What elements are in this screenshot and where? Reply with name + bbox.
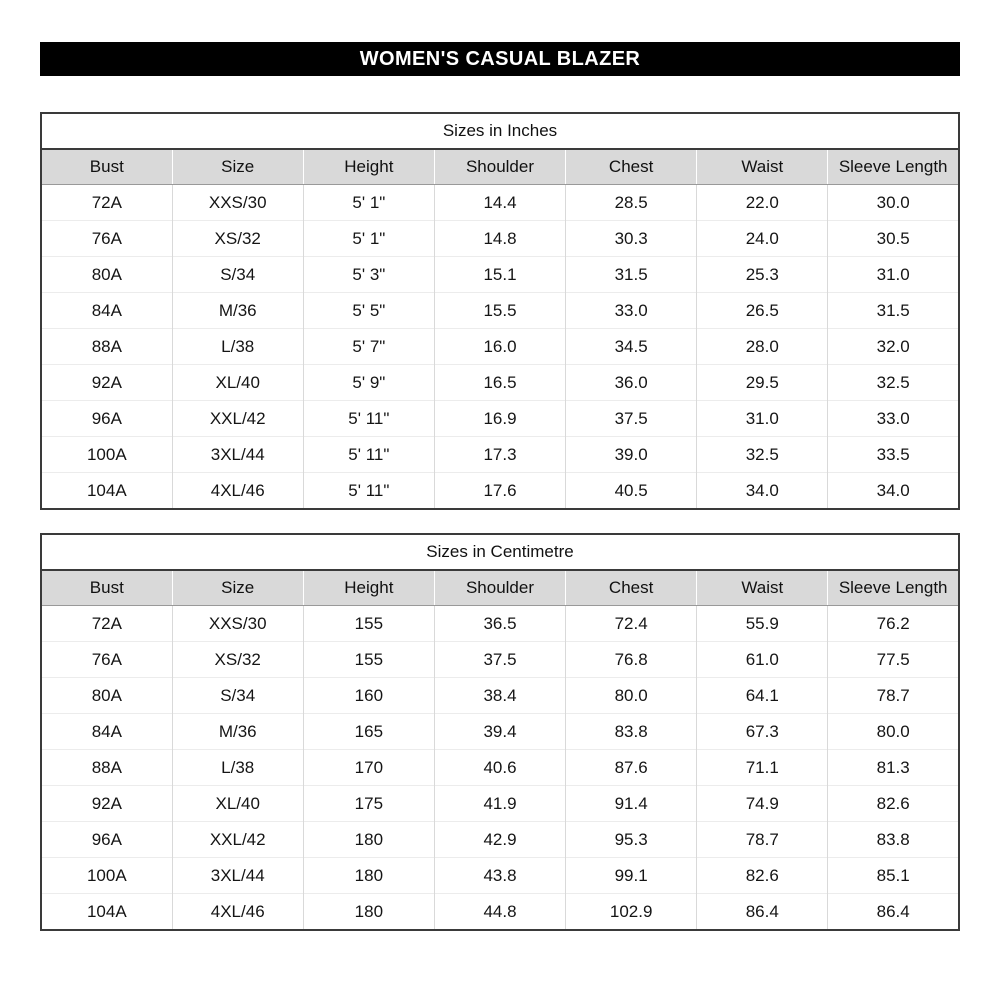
- table-cell: 39.4: [434, 714, 565, 750]
- table-row: [41, 401, 959, 437]
- table-cell: XXL/42: [172, 822, 303, 858]
- table-cell: 17.6: [434, 473, 565, 510]
- table-cell: 180: [303, 822, 434, 858]
- table-cell: 16.5: [434, 365, 565, 401]
- table-row: [41, 329, 959, 365]
- table-cell: 83.8: [566, 714, 697, 750]
- table-cell: 36.0: [566, 365, 697, 401]
- table-cell: 5' 5": [303, 293, 434, 329]
- table-cell: 5' 11": [303, 401, 434, 437]
- table-row: [41, 606, 959, 642]
- table-cell: 67.3: [697, 714, 828, 750]
- table-cell: 34.0: [697, 473, 828, 510]
- table-cell: XS/32: [172, 221, 303, 257]
- table-cell: 43.8: [434, 858, 565, 894]
- table-cell: 72.4: [566, 606, 697, 642]
- table-cell: 88A: [41, 750, 172, 786]
- column-header: Shoulder: [434, 570, 565, 606]
- table-row: [41, 473, 959, 510]
- table-cell: XS/32: [172, 642, 303, 678]
- table-cell: 5' 7": [303, 329, 434, 365]
- table-cell: 78.7: [697, 822, 828, 858]
- table-cell: 32.5: [828, 365, 959, 401]
- table-cell: 86.4: [828, 894, 959, 931]
- table-cell: 3XL/44: [172, 437, 303, 473]
- table-cell: 33.5: [828, 437, 959, 473]
- table-cell: 92A: [41, 365, 172, 401]
- table-title: Sizes in Inches: [41, 113, 959, 149]
- table-cell: 84A: [41, 714, 172, 750]
- size-table-centimetre: [40, 533, 960, 931]
- table-cell: 37.5: [434, 642, 565, 678]
- table-cell: 85.1: [828, 858, 959, 894]
- column-header: Chest: [566, 570, 697, 606]
- table-cell: 180: [303, 894, 434, 931]
- table-cell: 26.5: [697, 293, 828, 329]
- table-row: [41, 437, 959, 473]
- table-cell: 74.9: [697, 786, 828, 822]
- table-cell: S/34: [172, 257, 303, 293]
- table-cell: 55.9: [697, 606, 828, 642]
- table-cell: XXL/42: [172, 401, 303, 437]
- table-cell: 175: [303, 786, 434, 822]
- table-cell: 100A: [41, 858, 172, 894]
- column-header: Chest: [566, 149, 697, 185]
- table-cell: 102.9: [566, 894, 697, 931]
- table-cell: 22.0: [697, 185, 828, 221]
- table-cell: 76A: [41, 221, 172, 257]
- table-cell: 24.0: [697, 221, 828, 257]
- table-cell: 71.1: [697, 750, 828, 786]
- table-cell: L/38: [172, 750, 303, 786]
- table-cell: 42.9: [434, 822, 565, 858]
- column-header: Height: [303, 570, 434, 606]
- table-cell: 16.0: [434, 329, 565, 365]
- table-cell: 170: [303, 750, 434, 786]
- table-cell: 76A: [41, 642, 172, 678]
- table-cell: 32.0: [828, 329, 959, 365]
- table-cell: 80A: [41, 257, 172, 293]
- table-cell: 80.0: [828, 714, 959, 750]
- table-cell: 91.4: [566, 786, 697, 822]
- table-cell: 15.1: [434, 257, 565, 293]
- table-cell: 160: [303, 678, 434, 714]
- table-cell: 96A: [41, 401, 172, 437]
- table-row: [41, 293, 959, 329]
- table-cell: 86.4: [697, 894, 828, 931]
- table-row: [41, 365, 959, 401]
- table-cell: 72A: [91, 613, 122, 633]
- title-banner: [40, 42, 960, 76]
- table-cell: XXS/30: [172, 606, 303, 642]
- column-header: Waist: [697, 149, 828, 185]
- table-cell: 39.0: [566, 437, 697, 473]
- table-cell: S/34: [172, 678, 303, 714]
- table-cell: XL/40: [172, 365, 303, 401]
- table-cell: 34.5: [566, 329, 697, 365]
- table-cell: 92A: [41, 786, 172, 822]
- table-cell: 40.6: [434, 750, 565, 786]
- table-row: [41, 894, 959, 931]
- column-header: Sleeve Length: [828, 149, 959, 185]
- table-row: [41, 221, 959, 257]
- table-row: [41, 678, 959, 714]
- table-cell: 4XL/46: [172, 473, 303, 510]
- table-cell: 38.4: [434, 678, 565, 714]
- table-cell: 4XL/46: [172, 894, 303, 931]
- table-cell: 5' 9": [303, 365, 434, 401]
- table-cell: 30.0: [828, 185, 959, 221]
- table-cell: 5' 11": [303, 437, 434, 473]
- size-table-inches: [40, 112, 960, 510]
- table-cell: 5' 1": [303, 221, 434, 257]
- table-cell: 36.5: [434, 606, 565, 642]
- table-cell: M/36: [172, 714, 303, 750]
- table-cell: 84A: [41, 293, 172, 329]
- table-cell: 100A: [41, 437, 172, 473]
- table-cell: 99.1: [566, 858, 697, 894]
- table-cell: 34.0: [828, 473, 959, 510]
- table-cell: 155: [303, 642, 434, 678]
- table-cell: 15.5: [434, 293, 565, 329]
- table-cell: 17.3: [434, 437, 565, 473]
- table-cell: 82.6: [828, 786, 959, 822]
- table-row: [41, 750, 959, 786]
- table-cell: 5' 3": [303, 257, 434, 293]
- table-row: [41, 185, 959, 221]
- table-cell: 25.3: [697, 257, 828, 293]
- column-header: Bust: [41, 149, 172, 185]
- table-cell: 165: [303, 714, 434, 750]
- table-cell: 33.0: [566, 293, 697, 329]
- table-cell: XXS/30: [172, 185, 303, 221]
- table-cell: 31.0: [828, 257, 959, 293]
- table-cell: 37.5: [566, 401, 697, 437]
- table-cell: 61.0: [697, 642, 828, 678]
- table-cell: 95.3: [566, 822, 697, 858]
- table-cell: L/38: [172, 329, 303, 365]
- column-header: Shoulder: [434, 149, 565, 185]
- table-cell: 88A: [41, 329, 172, 365]
- table-row: [41, 858, 959, 894]
- table-cell: 32.5: [697, 437, 828, 473]
- table-cell: 80.0: [566, 678, 697, 714]
- table-cell: 96A: [41, 822, 172, 858]
- table-cell: 30.3: [566, 221, 697, 257]
- table-row: [41, 786, 959, 822]
- column-header: Size: [172, 149, 303, 185]
- table-cell: 41.9: [434, 786, 565, 822]
- table-row: [41, 822, 959, 858]
- table-cell: 78.7: [828, 678, 959, 714]
- table-cell: 33.0: [828, 401, 959, 437]
- column-header: Size: [172, 570, 303, 606]
- table-cell: 31.0: [697, 401, 828, 437]
- table-row: [41, 257, 959, 293]
- table-cell: 76.2: [828, 606, 959, 642]
- table-cell: 83.8: [828, 822, 959, 858]
- table-cell: 28.5: [566, 185, 697, 221]
- table-cell: 64.1: [697, 678, 828, 714]
- table-cell: 30.5: [828, 221, 959, 257]
- table-cell: 3XL/44: [172, 858, 303, 894]
- table-cell: XL/40: [172, 786, 303, 822]
- table-cell: 77.5: [828, 642, 959, 678]
- table-cell: 104A: [41, 894, 172, 931]
- table-cell: 87.6: [566, 750, 697, 786]
- table-cell: 14.8: [434, 221, 565, 257]
- table-cell: 29.5: [697, 365, 828, 401]
- table-cell: 82.6: [697, 858, 828, 894]
- table-title: Sizes in Centimetre: [41, 534, 959, 570]
- table-cell: 5' 1": [303, 185, 434, 221]
- table-cell: 180: [303, 858, 434, 894]
- page-title: WOMEN'S CASUAL BLAZER: [359, 47, 641, 70]
- table-cell: 80A: [41, 678, 172, 714]
- table-cell: 44.8: [434, 894, 565, 931]
- table-cell: M/36: [172, 293, 303, 329]
- table-cell: 31.5: [566, 257, 697, 293]
- table-cell: 28.0: [697, 329, 828, 365]
- column-header: Sleeve Length: [828, 570, 959, 606]
- table-cell: 104A: [41, 473, 172, 510]
- table-cell: 14.4: [434, 185, 565, 221]
- table-cell: 31.5: [828, 293, 959, 329]
- table-cell: 81.3: [828, 750, 959, 786]
- table-cell: 72A: [91, 192, 122, 212]
- table-cell: 16.9: [434, 401, 565, 437]
- table-cell: 76.8: [566, 642, 697, 678]
- column-header: Bust: [41, 570, 172, 606]
- table-cell: 40.5: [566, 473, 697, 510]
- table-cell: 155: [303, 606, 434, 642]
- column-header: Waist: [697, 570, 828, 606]
- table-row: [41, 714, 959, 750]
- table-cell: 5' 11": [303, 473, 434, 510]
- column-header: Height: [303, 149, 434, 185]
- table-row: [41, 642, 959, 678]
